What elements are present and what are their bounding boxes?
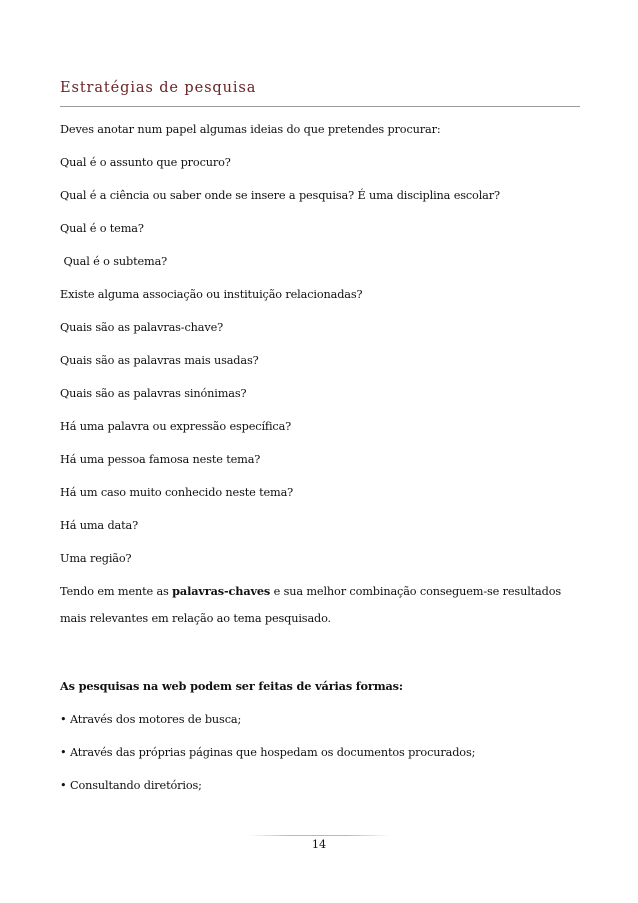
bullet-item: • Consultando diretórios; bbox=[60, 779, 202, 792]
question-line: Qual é o assunto que procuro? bbox=[60, 156, 231, 169]
bullet-item: • Através dos motores de busca; bbox=[60, 713, 242, 726]
question-line: Uma região? bbox=[60, 552, 132, 565]
question-line: Há um caso muito conhecido neste tema? bbox=[60, 486, 294, 499]
question-line: Existe alguma associação ou instituição relacionadas? bbox=[60, 288, 363, 301]
section-title: Estratégias de pesquisa bbox=[60, 80, 257, 96]
web-search-heading: As pesquisas na web podem ser feitas de várias formas: bbox=[60, 679, 403, 693]
keywords-paragraph bbox=[60, 578, 582, 632]
keywords-emphasis: palavras-chaves bbox=[172, 584, 271, 598]
title-underline bbox=[60, 106, 580, 107]
intro-line: Deves anotar num papel algumas ideias do que pretendes procurar: bbox=[60, 123, 441, 136]
page-number: 14 bbox=[311, 838, 327, 851]
question-line: Há uma pessoa famosa neste tema? bbox=[60, 453, 261, 466]
keywords-paragraph-end: e sua melhor combinação conseguem-se resultados mais relevantes em relação ao tema pesquisado. bbox=[60, 585, 562, 625]
footer-divider bbox=[248, 835, 390, 836]
question-line: Quais são as palavras-chave? bbox=[60, 321, 224, 334]
question-line: Quais são as palavras sinónimas? bbox=[60, 387, 247, 400]
bullet-item: • Através das próprias páginas que hospedam os documentos procurados; bbox=[60, 746, 476, 759]
question-line: Há uma palavra ou expressão específica? bbox=[60, 420, 292, 433]
keywords-paragraph-start: Tendo em mente as bbox=[60, 585, 173, 598]
question-line: Qual é o tema? bbox=[60, 222, 144, 235]
question-line: Quais são as palavras mais usadas? bbox=[60, 354, 259, 367]
question-line: Há uma data? bbox=[60, 519, 138, 532]
question-line: Qual é o subtema? bbox=[60, 255, 168, 268]
question-line: Qual é a ciência ou saber onde se insere a pesquisa? É uma disciplina escolar? bbox=[60, 189, 500, 202]
